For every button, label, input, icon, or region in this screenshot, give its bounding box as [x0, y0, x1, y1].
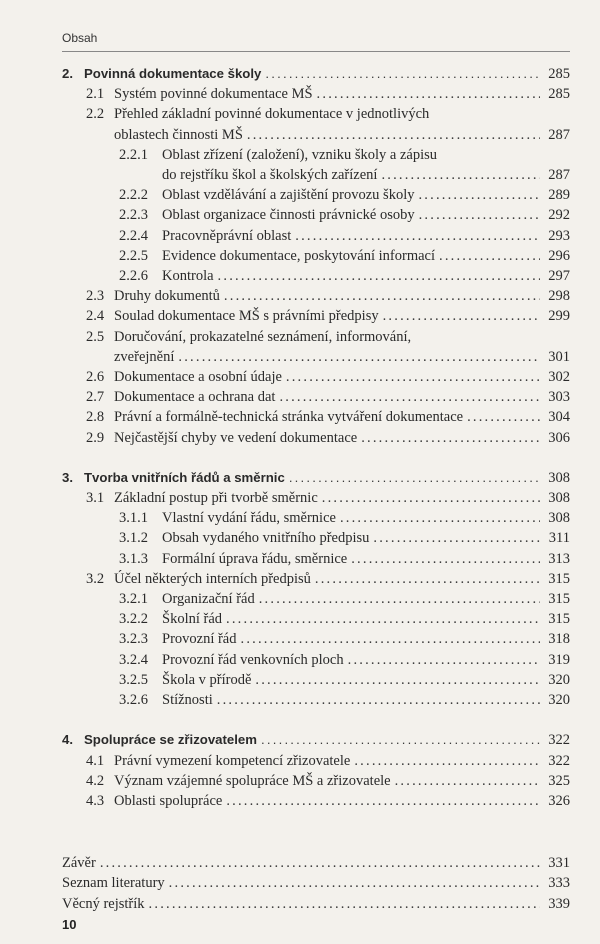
section-entry[interactable]	[62, 84, 570, 104]
section-entry[interactable]	[62, 286, 570, 306]
dot-leader	[169, 873, 540, 893]
entry-title: zveřejnění	[114, 348, 175, 365]
entry-title: Povinná dokumentace školy	[84, 66, 262, 81]
entry-title: Právní a formálně-technická stránka vytváření dokumentace	[114, 409, 464, 426]
dot-leader	[226, 609, 540, 629]
entry-number: 3.1.3	[119, 550, 148, 567]
entry-number: 2.5	[86, 328, 105, 345]
dot-leader	[395, 771, 540, 791]
entry-page: 333	[548, 875, 570, 892]
entry-page: 285	[548, 66, 570, 82]
dot-leader	[467, 407, 540, 427]
subsection-entry[interactable]	[62, 629, 570, 649]
dot-leader	[259, 589, 540, 609]
entry-number: 4.	[62, 732, 73, 748]
subsection-entry[interactable]	[62, 528, 570, 548]
entry-title: Organizační řád	[162, 591, 255, 608]
entry-page: 287	[548, 126, 570, 143]
dot-leader	[315, 569, 540, 589]
dot-leader	[178, 347, 540, 367]
chapter-entry[interactable]	[62, 730, 570, 750]
entry-page: 322	[548, 732, 570, 749]
section-entry-line[interactable]	[62, 104, 570, 124]
entry-title: Tvorba vnitřních řádů a směrnic	[84, 469, 285, 485]
entry-page: 292	[548, 207, 570, 224]
dot-leader	[373, 528, 540, 548]
table-of-contents	[62, 64, 570, 914]
entry-page: 299	[548, 308, 570, 325]
dot-leader	[217, 690, 540, 710]
entry-number: 2.2.6	[119, 268, 148, 285]
entry-title: Oblast organizace činnosti právnické osoby	[162, 207, 415, 224]
dot-leader	[279, 387, 540, 407]
subsection-entry[interactable]	[62, 165, 570, 185]
section-entry[interactable]	[62, 387, 570, 407]
back-matter-entry[interactable]	[62, 894, 570, 914]
entry-page: 297	[548, 268, 570, 285]
page-number: 10	[62, 917, 77, 932]
entry-title: Základní postup při tvorbě směrnic	[114, 490, 318, 507]
dot-leader	[322, 488, 540, 508]
entry-title: Formální úprava řádu, směrnice	[162, 550, 348, 567]
entry-number: 2.4	[86, 308, 105, 325]
entry-title: Spolupráce se zřizovatelem	[84, 732, 257, 748]
entry-number: 2.2.1	[119, 146, 148, 163]
entry-number: 2.2.4	[119, 227, 148, 244]
entry-number: 4.1	[86, 752, 105, 769]
toc-section-3	[62, 468, 570, 710]
entry-page: 289	[548, 187, 570, 204]
subsection-entry[interactable]	[62, 690, 570, 710]
dot-leader	[286, 367, 540, 387]
dot-leader	[361, 428, 540, 448]
entry-number: 2.2.5	[119, 247, 148, 264]
entry-title: Dokumentace a osobní údaje	[114, 369, 282, 386]
dot-leader	[255, 670, 540, 690]
entry-page: 285	[548, 86, 570, 103]
chapter-entry[interactable]	[62, 64, 570, 84]
entry-number: 3.2.3	[119, 631, 148, 648]
entry-number: 2.6	[86, 369, 105, 386]
entry-page: 304	[548, 409, 570, 426]
entry-page: 315	[548, 611, 570, 628]
subsection-entry[interactable]	[62, 549, 570, 569]
subsection-entry[interactable]	[62, 589, 570, 609]
entry-title: Význam vzájemné spolupráce MŠ a zřizovatele	[114, 772, 391, 789]
entry-number: 3.2.6	[119, 692, 148, 709]
section-entry[interactable]	[62, 306, 570, 326]
entry-page: 302	[548, 369, 570, 386]
entry-page: 301	[548, 348, 570, 365]
dot-leader	[351, 549, 540, 569]
entry-title: Dokumentace a ochrana dat	[114, 389, 276, 406]
dot-leader	[100, 853, 540, 873]
entry-title: do rejstříku škol a školských zařízení	[162, 167, 378, 184]
back-matter-entry[interactable]	[62, 873, 570, 893]
entry-title: Závěr	[62, 855, 96, 872]
entry-title: Pracovněprávní oblast	[162, 227, 292, 244]
entry-page: 320	[548, 692, 570, 709]
entry-page: 326	[548, 792, 570, 809]
subsection-entry[interactable]	[62, 246, 570, 266]
section-entry[interactable]	[62, 488, 570, 508]
section-entry-line[interactable]	[62, 327, 570, 347]
entry-page: 331	[548, 855, 570, 872]
entry-title: Přehled základní povinné dokumentace v jednotlivých	[114, 106, 430, 123]
entry-title: Soulad dokumentace MŠ s právními předpisy	[114, 308, 379, 325]
back-matter-entry[interactable]	[62, 853, 570, 873]
entry-number: 3.	[62, 469, 73, 485]
dot-leader	[218, 266, 540, 286]
running-head: Obsah	[62, 31, 98, 45]
entry-number: 2.2.3	[119, 207, 148, 224]
entry-page: 315	[548, 591, 570, 608]
entry-page: 313	[548, 550, 570, 567]
entry-number: 2.2	[86, 106, 105, 123]
entry-title: Školní řád	[162, 611, 223, 628]
subsection-entry[interactable]	[62, 185, 570, 205]
entry-title: Kontrola	[162, 268, 214, 285]
entry-page: 322	[548, 752, 570, 769]
entry-title: Nejčastější chyby ve vedení dokumentace	[114, 429, 358, 446]
entry-title: Evidence dokumentace, poskytování informací	[162, 247, 435, 264]
entry-page: 319	[548, 651, 570, 668]
section-entry[interactable]	[62, 569, 570, 589]
back-matter	[62, 853, 570, 914]
entry-page: 339	[548, 895, 570, 912]
entry-page: 320	[548, 671, 570, 688]
entry-page: 318	[548, 631, 570, 648]
dot-leader	[340, 508, 540, 528]
entry-page: 308	[548, 490, 570, 507]
toc-section-4	[62, 730, 570, 811]
dot-leader	[226, 791, 540, 811]
subsection-entry[interactable]	[62, 670, 570, 690]
header-divider	[62, 51, 570, 52]
dot-leader	[241, 629, 541, 649]
entry-number: 3.2	[86, 570, 105, 587]
entry-number: 4.2	[86, 772, 105, 789]
entry-number: 2.2.2	[119, 187, 148, 204]
entry-page: 311	[548, 530, 570, 547]
entry-number: 2.7	[86, 389, 105, 406]
entry-page: 293	[548, 227, 570, 244]
subsection-entry-line[interactable]	[62, 145, 570, 165]
entry-title: Oblast vzdělávání a zajištění provozu školy	[162, 187, 415, 204]
entry-number: 2.8	[86, 409, 105, 426]
entry-number: 3.2.2	[119, 611, 148, 628]
entry-title: Provozní řád venkovních ploch	[162, 651, 344, 668]
entry-number: 4.3	[86, 792, 105, 809]
subsection-entry[interactable]	[62, 508, 570, 528]
dot-leader	[317, 84, 540, 104]
entry-page: 315	[548, 570, 570, 587]
entry-title: Škola v přírodě	[162, 671, 252, 688]
entry-title: Oblast zřízení (založení), vzniku školy a zápisu	[162, 146, 437, 163]
entry-number: 3.1.1	[119, 510, 148, 527]
entry-title: Systém povinné dokumentace MŠ	[114, 86, 313, 103]
subsection-entry[interactable]	[62, 226, 570, 246]
dot-leader	[381, 165, 540, 185]
dot-leader	[419, 205, 540, 225]
entry-number: 3.2.4	[119, 651, 148, 668]
entry-title: Stížnosti	[162, 692, 213, 709]
dot-leader	[224, 286, 540, 306]
entry-number: 2.	[62, 66, 73, 81]
subsection-entry[interactable]	[62, 650, 570, 670]
entry-number: 3.2.1	[119, 591, 148, 608]
entry-title: Právní vymezení kompetencí zřizovatele	[114, 752, 351, 769]
entry-title: Provozní řád	[162, 631, 237, 648]
dot-leader	[265, 64, 540, 84]
dot-leader	[354, 751, 540, 771]
entry-page: 296	[548, 247, 570, 264]
dot-leader	[149, 894, 540, 914]
section-entry[interactable]	[62, 367, 570, 387]
entry-page: 287	[548, 167, 570, 184]
entry-page: 308	[548, 510, 570, 527]
entry-title: oblastech činnosti MŠ	[114, 126, 243, 143]
section-entry[interactable]	[62, 347, 570, 367]
section-entry[interactable]	[62, 751, 570, 771]
section-entry[interactable]	[62, 407, 570, 427]
entry-title: Obsah vydaného vnitřního předpisu	[162, 530, 370, 547]
entry-number: 3.2.5	[119, 671, 148, 688]
entry-title: Vlastní vydání řádu, směrnice	[162, 510, 336, 527]
entry-page: 303	[548, 389, 570, 406]
section-entry[interactable]	[62, 791, 570, 811]
entry-title: Oblasti spolupráce	[114, 792, 223, 809]
entry-page: 298	[548, 288, 570, 305]
toc-section-2	[62, 64, 570, 448]
entry-number: 3.1	[86, 490, 105, 507]
subsection-entry[interactable]	[62, 609, 570, 629]
entry-title: Doručování, prokazatelné seznámení, informování,	[114, 328, 412, 345]
entry-number: 2.1	[86, 86, 105, 103]
entry-page: 306	[548, 429, 570, 446]
entry-page: 325	[548, 772, 570, 789]
dot-leader	[295, 226, 540, 246]
subsection-entry[interactable]	[62, 205, 570, 225]
dot-leader	[247, 125, 540, 145]
entry-title: Seznam literatury	[62, 875, 165, 892]
subsection-entry[interactable]	[62, 266, 570, 286]
section-entry[interactable]	[62, 771, 570, 791]
entry-page: 308	[548, 469, 570, 486]
dot-leader	[439, 246, 540, 266]
chapter-entry[interactable]	[62, 468, 570, 488]
entry-title: Účel některých interních předpisů	[114, 570, 311, 587]
dot-leader	[418, 185, 540, 205]
dot-leader	[261, 730, 540, 750]
entry-number: 2.3	[86, 288, 105, 305]
entry-title: Věcný rejstřík	[62, 895, 145, 912]
entry-number: 2.9	[86, 429, 105, 446]
dot-leader	[383, 306, 540, 326]
entry-title: Druhy dokumentů	[114, 288, 220, 305]
section-entry[interactable]	[62, 125, 570, 145]
entry-number: 3.1.2	[119, 530, 148, 547]
dot-leader	[289, 468, 540, 488]
section-entry[interactable]	[62, 428, 570, 448]
dot-leader	[348, 650, 540, 670]
